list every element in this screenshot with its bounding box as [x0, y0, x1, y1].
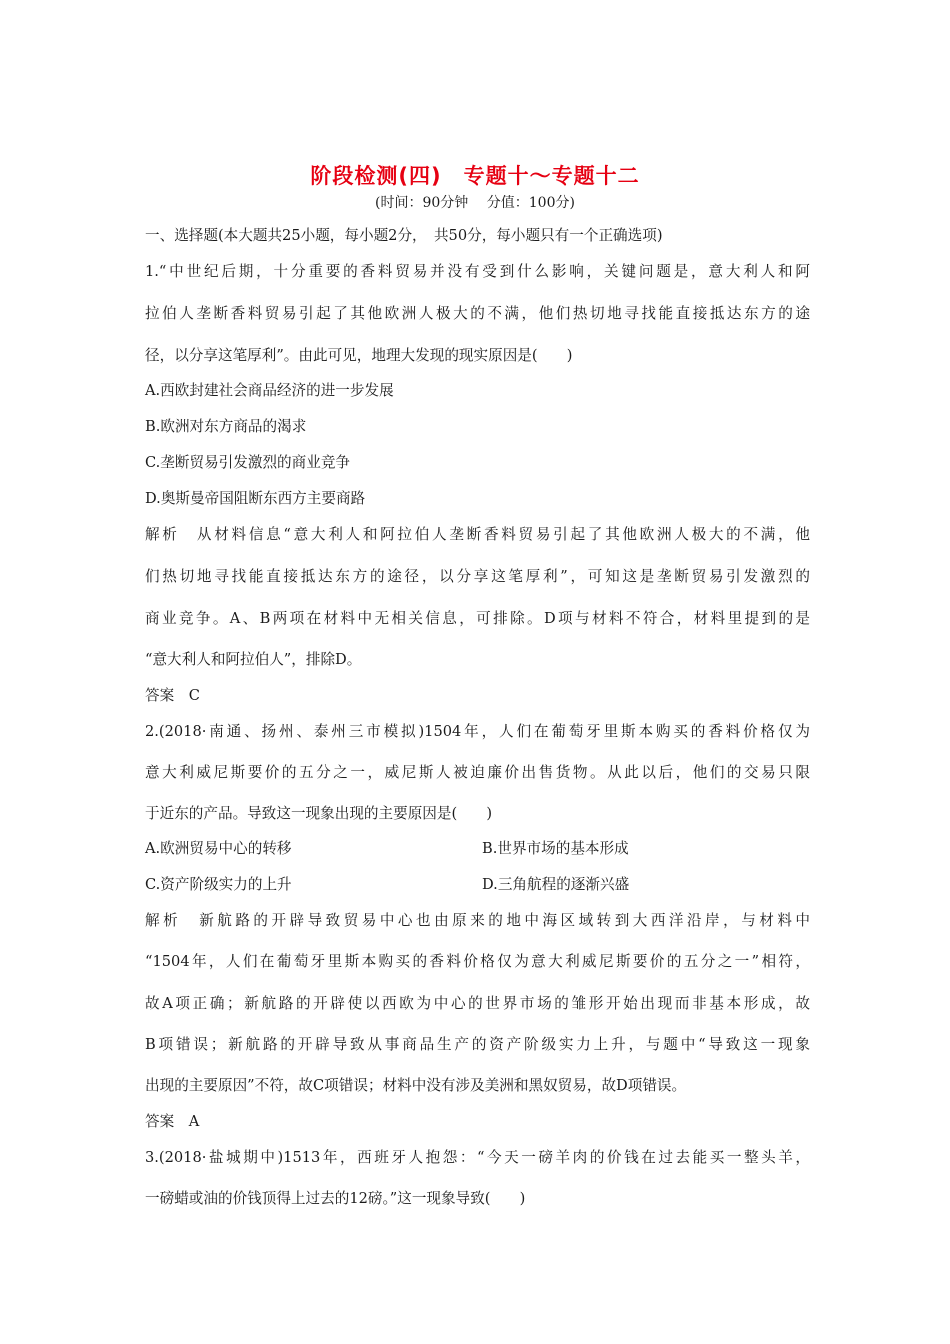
q2-stem-line-3: 于近东的产品。导致这一现象出现的主要原因是( ) [145, 805, 493, 822]
q1-analysis-line-4: “意大利人和阿拉伯人”，排除D。 [145, 651, 362, 668]
q1-answer: 答案 C [145, 687, 200, 704]
q2-option-a: A.欧洲贸易中心的转移 [145, 840, 292, 857]
q1-stem-line-1: 1.“中世纪后期，十分重要的香料贸易并没有受到什么影响，关键问题是，意大利人和阿 [145, 263, 810, 280]
q2-answer: 答案 A [145, 1113, 200, 1130]
page-title: 阶段检测(四) 专题十～专题十二 [310, 164, 640, 188]
q1-stem-line-3: 径，以分享这笔厚利”。由此可见，地理大发现的现实原因是( ) [145, 347, 573, 364]
q2-stem-line-1: 2.(2018·南通、扬州、泰州三市模拟)1504年，人们在葡萄牙里斯本购买的香料价格仅为 [145, 723, 810, 740]
q3-stem-line-1: 3.(2018·盐城期中)1513年，西班牙人抱怨：“今天一磅羊肉的价钱在过去能买一整头羊， [145, 1149, 810, 1166]
q1-stem-line-2: 拉伯人垄断香料贸易引起了其他欧洲人极大的不满，他们热切地寻找能直接抵达东方的途 [145, 305, 810, 322]
q3-stem-line-2: 一磅蜡或油的价钱顶得上过去的12磅。”这一现象导致( ) [145, 1190, 526, 1207]
q2-analysis-line-1: 解析 新航路的开辟导致贸易中心也由原来的地中海区域转到大西洋沿岸，与材料中 [145, 912, 810, 929]
page-subtitle: (时间：90分钟 分值：100分) [375, 195, 575, 211]
q2-analysis-line-4: B项错误；新航路的开辟导致从事商品生产的资产阶级实力上升，与题中“导致这一现象 [145, 1036, 810, 1053]
q1-option-c: C.垄断贸易引发激烈的商业竞争 [145, 454, 351, 471]
q1-analysis-line-2: 们热切地寻找能直接抵达东方的途径，以分享这笔厚利”，可知这是垄断贸易引发激烈的 [145, 568, 810, 585]
q2-option-b: B.世界市场的基本形成 [482, 840, 629, 857]
q1-option-b: B.欧洲对东方商品的渴求 [145, 418, 307, 435]
q2-analysis-line-5: 出现的主要原因”不符，故C项错误；材料中没有涉及美洲和黑奴贸易，故D项错误。 [145, 1077, 687, 1094]
q2-analysis-line-2: “1504年，人们在葡萄牙里斯本购买的香料价格仅为意大利威尼斯要价的五分之一”相符， [145, 953, 810, 970]
q2-analysis-line-3: 故A项正确；新航路的开辟使以西欧为中心的世界市场的雏形开始出现而非基本形成，故 [145, 995, 810, 1012]
q1-analysis-line-1: 解析 从材料信息“意大利人和阿拉伯人垄断香料贸易引起了其他欧洲人极大的不满，他 [145, 526, 810, 543]
q2-option-d: D.三角航程的逐渐兴盛 [482, 876, 630, 893]
q2-option-c: C.资产阶级实力的上升 [145, 876, 292, 893]
q1-analysis-line-3: 商业竞争。A、B两项在材料中无相关信息，可排除。D项与材料不符合，材料里提到的是 [145, 610, 810, 627]
section-heading: 一、选择题(本大题共25小题，每小题2分， 共50分，每小题只有一个正确选项) [145, 227, 663, 244]
q1-option-d: D.奥斯曼帝国阻断东西方主要商路 [145, 490, 366, 507]
q1-option-a: A.西欧封建社会商品经济的进一步发展 [145, 382, 394, 399]
q2-stem-line-2: 意大利威尼斯要价的五分之一，威尼斯人被迫廉价出售货物。从此以后，他们的交易只限 [145, 764, 810, 781]
